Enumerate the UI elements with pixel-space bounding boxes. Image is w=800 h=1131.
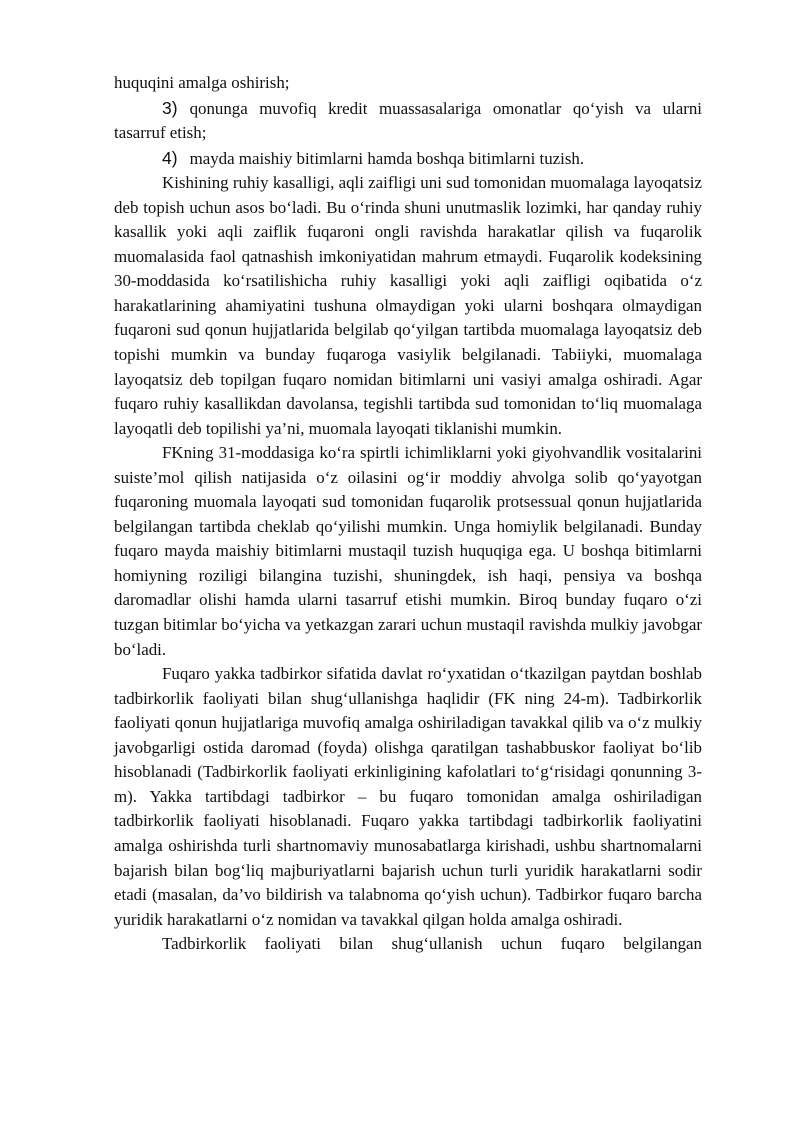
item-number: 3) xyxy=(162,97,178,118)
document-page xyxy=(114,71,702,957)
paragraph-last-line: Tadbirkorlik faoliyati bilan shug‘ullanish uchun fuqaro belgilangan xyxy=(162,934,702,954)
paragraph-entrepreneur: Fuqaro yakka tadbirkor sifatida davlat ro‘yxatidan o‘tkazilgan paytdan boshlab tadbirkorlik faoliyati bilan shug‘ullanishga haqlidir (FK ning 24-m). Tadbirkorlik faoliyati qonun hujjatlariga muvofiq amalga oshiriladigan tavakkal qilib va o‘z mulkiy javobgarligi ostida daromad (foyda) olishga qaratilgan tashabbuskor faoliyat bo‘lib hisoblanadi (Tadbirkorlik faoliyati erkinligining kafolatlari to‘g‘risidagi qonunning 3- m). Yakka tartibdagi tadbirkor – bu fuqaro tomonidan amalga oshiriladigan tadbirkorlik faoliyati hisoblanadi. Fuqaro yakka tartibdagi tadbirkorlik faoliyatini amalga oshirishda turli shartnomaviy munosabatlarga kirishadi, ushbu shartnomalarni bajarish bilan bog‘liq majburiyatlarni bajarish uchun turli yuridik harakatlarni sodir etadi (masalan, da’vo bildirish va talabnoma qo‘yish uchun). Tadbirkor fuqaro barcha yuridik harakatlarni o‘z nomidan va tavakkal qilgan holda amalga oshiradi. xyxy=(114,664,702,929)
paragraph-limited-capacity: FKning 31-moddasiga ko‘ra spirtli ichimliklarni yoki giyohvandlik vositalarini suiste’mol qilish natijasida o‘z oilasini og‘ir moddiy ahvolga solib qo‘yayotgan fuqaroning muomala layoqati sud tomonidan fuqarolik protsessual qonun hujjatlarida belgilangan tartibda cheklab qo‘yilishi mumkin. Unga homiylik belgilanadi. Bunday fuqaro mayda maishiy bitimlarni mustaqil tuzish huquqiga ega. U boshqa bitimlarni homiyning roziligi bilangina tuzishi, shuningdek, ish haqi, pensiya va boshqa daromadlar olishi hamda ularni tasarruf etishi mumkin. Biroq bunday fuqaro o‘zi tuzgan bitimlar bo‘yicha va yetkazgan zarari uchun mustaqil ravishda mulkiy javobgar bo‘ladi. xyxy=(114,443,702,659)
item-text: mayda maishiy bitimlarni hamda boshqa bitimlarni tuzish. xyxy=(189,148,585,168)
item-text: qonunga muvofiq kredit muassasalariga omonatlar qo‘yish va ularni tasarruf etish; xyxy=(114,98,702,143)
paragraph-mental-illness: Kishining ruhiy kasalligi, aqli zaifligi uni sud tomonidan muomalaga layoqatsiz deb topish uchun asos bo‘ladi. Bu o‘rinda shuni unutmaslik lozimki, har qanday ruhiy kasallik yoki aqli zaiflik fuqaroni ongli ravishda harakatlar qilish va fuqarolik muomalasida faol qatnashish imkoniyatidan mahrum etmaydi. Fuqarolik kodeksining 30-moddasida ko‘rsatilishicha ruhiy kasalligi yoki aqli zaifligi oqibatida o‘z harakatlarining ahamiyatini tushuna olmaydigan yoki ularni boshqara olmaydigan fuqaroni sud qonun hujjatlarida belgilab qo‘yilgan tartibda muomalaga layoqatsiz deb topishi mumkin va bunday fuqaroga vasiylik belgilanadi. Tabiiyki, muomalaga layoqatsiz deb topilgan fuqaro nomidan bitimlarni uni vasiyi amalga oshiradi. Agar fuqaro ruhiy kasallikdan davolansa, tegishli tartibda sud tomonidan to‘liq muomalaga layoqatli deb topilishi ya’ni, muomala layoqati tiklanishi mumkin. xyxy=(114,173,702,438)
numbered-item-4 xyxy=(114,146,702,172)
item-number: 4) xyxy=(162,147,178,168)
paragraph-continuation: huquqini amalga oshirish; xyxy=(114,73,290,92)
numbered-item-3 xyxy=(114,96,702,146)
